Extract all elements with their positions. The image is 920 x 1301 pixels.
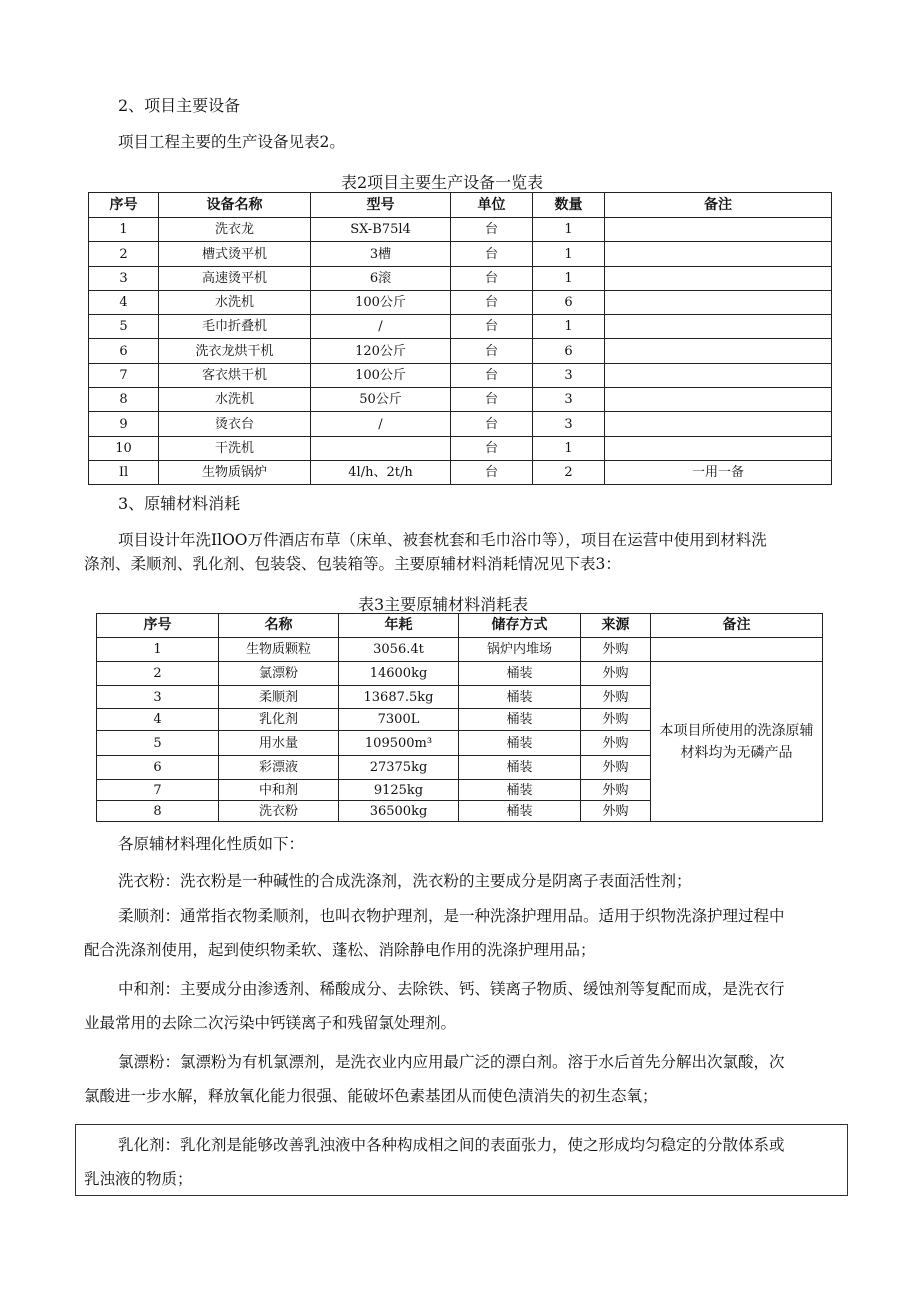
table-cell: SX-B75l4	[311, 218, 451, 242]
table-cell: 3	[533, 388, 605, 412]
table-cell: 3	[533, 364, 605, 388]
table-cell: 8	[97, 801, 219, 822]
table-cell: 1	[533, 315, 605, 339]
table-cell: 外购	[581, 662, 651, 686]
equipment-table	[88, 192, 832, 485]
table-cell: 桶装	[459, 662, 581, 686]
table-row	[89, 339, 832, 364]
table-cell: 水洗机	[159, 388, 311, 412]
table-cell: 台	[451, 437, 533, 461]
table-cell: 外购	[581, 709, 651, 731]
table-cell: 1	[97, 638, 219, 662]
section-heading-materials: 3、原辅材料消耗	[118, 494, 241, 513]
table-cell	[605, 364, 832, 388]
col-header: 序号	[89, 193, 159, 218]
table-cell: 7300L	[339, 709, 459, 731]
table-cell: 洗衣粉	[219, 801, 339, 822]
table-cell: 外购	[581, 638, 651, 662]
equipment-intro: 项目工程主要的生产设备见表2。	[118, 133, 345, 151]
table-cell: 外购	[581, 731, 651, 756]
table-row	[89, 437, 832, 461]
table-row	[89, 364, 832, 388]
table-cell: 柔顺剂	[219, 686, 339, 709]
table-cell: 外购	[581, 801, 651, 822]
property-neutralizer-line2: 业最常用的去除二次污染中钙镁离子和残留氯处理剂。	[84, 1014, 457, 1032]
table-cell: 1	[89, 218, 159, 242]
property-softener-line2: 配合洗涤剂使用，起到使织物柔软、蓬松、消除静电作用的洗涤护理用品；	[84, 941, 596, 959]
table-cell: 水洗机	[159, 291, 311, 315]
remark-cell	[651, 638, 823, 662]
table-cell: 8	[89, 388, 159, 412]
table-cell: 高速烫平机	[159, 267, 311, 291]
table-cell: 一用一备	[605, 461, 832, 485]
table-cell: 生物质颗粒	[219, 638, 339, 662]
table-cell: 6	[89, 339, 159, 364]
table-cell: 2	[89, 242, 159, 267]
table-cell: 毛巾折叠机	[159, 315, 311, 339]
table-header-row	[97, 614, 823, 638]
property-detergent: 洗衣粉：洗衣粉是一种碱性的合成洗涤剂，洗衣粉的主要成分是阴离子表面活性剂；	[118, 872, 692, 890]
table-cell: 10	[89, 437, 159, 461]
table-cell: 27375kg	[339, 756, 459, 780]
table-row	[89, 315, 832, 339]
table-cell: 外购	[581, 756, 651, 780]
table-cell: 6	[533, 339, 605, 364]
property-neutralizer-line1: 中和剂：主要成分由渗透剂、稀酸成分、去除铁、钙、镁离子物质、缓蚀剂等复配而成，是洗衣行	[118, 980, 785, 998]
materials-para-line2: 涤剂、柔顺剂、乳化剂、包装袋、包装箱等。主要原辅材料消耗情况见下表3：	[84, 555, 621, 573]
col-header: 来源	[581, 614, 651, 638]
table-cell: 1	[533, 437, 605, 461]
table-row	[97, 638, 823, 662]
table-cell: 客衣烘干机	[159, 364, 311, 388]
table-cell: 洗衣龙	[159, 218, 311, 242]
table-cell: 氯漂粉	[219, 662, 339, 686]
table-cell: 台	[451, 388, 533, 412]
table-cell: 生物质锅炉	[159, 461, 311, 485]
table-cell: 9125kg	[339, 780, 459, 801]
table-cell: 乳化剂	[219, 709, 339, 731]
table-cell	[605, 242, 832, 267]
property-emulsifier-line2: 乳浊液的物质；	[84, 1170, 193, 1188]
table-cell: 台	[451, 461, 533, 485]
table-cell	[605, 315, 832, 339]
col-header: 备注	[651, 614, 823, 638]
table-cell: 7	[97, 780, 219, 801]
table-cell: 7	[89, 364, 159, 388]
table-cell: 4	[89, 291, 159, 315]
table-cell: 桶装	[459, 731, 581, 756]
table-cell: 桶装	[459, 686, 581, 709]
table-cell: 槽式烫平机	[159, 242, 311, 267]
table-cell	[605, 218, 832, 242]
table-cell: Il	[89, 461, 159, 485]
table-cell: 9	[89, 412, 159, 437]
col-header: 设备名称	[159, 193, 311, 218]
col-header: 备注	[605, 193, 832, 218]
table-cell: 烫衣台	[159, 412, 311, 437]
table-cell: 台	[451, 339, 533, 364]
table-cell: 锅炉内堆场	[459, 638, 581, 662]
table-row	[89, 218, 832, 242]
table-cell: 台	[451, 315, 533, 339]
table-cell: 100公斤	[311, 291, 451, 315]
col-header: 名称	[219, 614, 339, 638]
materials-para-line1: 项目设计年洗IlOO万件酒店布草（床单、被套枕套和毛巾浴巾等），项目在运营中使用到材料洗	[118, 531, 767, 549]
table-cell: 1	[533, 242, 605, 267]
col-header: 年耗	[339, 614, 459, 638]
table-row	[89, 267, 832, 291]
table-cell: 中和剂	[219, 780, 339, 801]
table-cell: 彩漂液	[219, 756, 339, 780]
table-cell: 3	[97, 686, 219, 709]
table-cell: 台	[451, 218, 533, 242]
table-cell: 桶装	[459, 709, 581, 731]
table-cell: 3	[89, 267, 159, 291]
col-header: 储存方式	[459, 614, 581, 638]
table-cell: 桶装	[459, 780, 581, 801]
table-cell: 3	[533, 412, 605, 437]
table-cell	[605, 339, 832, 364]
property-chlorine-line1: 氯漂粉：氯漂粉为有机氯漂剂，是洗衣业内应用最广泛的漂白剂。溶于水后首先分解出次氯酸，次	[118, 1053, 785, 1071]
table-cell: 2	[97, 662, 219, 686]
property-softener-line1: 柔顺剂：通常指衣物柔顺剂，也叫衣物护理剂，是一种洗涤护理用品。适用于织物洗涤护理过程中	[118, 907, 785, 925]
remark-note: 本项目所使用的洗涤原辅材料均为无磷产品	[651, 662, 823, 822]
table-cell: 109500m³	[339, 731, 459, 756]
table-header-row	[89, 193, 832, 218]
table-cell: 3槽	[311, 242, 451, 267]
table-cell: /	[311, 315, 451, 339]
table-cell	[605, 267, 832, 291]
table-cell: 100公斤	[311, 364, 451, 388]
emulsifier-box	[75, 1124, 848, 1196]
properties-intro: 各原辅材料理化性质如下：	[118, 835, 305, 853]
table-cell: 36500kg	[339, 801, 459, 822]
table-cell: 50公斤	[311, 388, 451, 412]
table-cell: 台	[451, 242, 533, 267]
table-cell: 1	[533, 218, 605, 242]
table-cell	[605, 388, 832, 412]
table-cell: 桶装	[459, 801, 581, 822]
table-row	[89, 242, 832, 267]
table-cell: 台	[451, 267, 533, 291]
section-heading-equipment: 2、项目主要设备	[118, 96, 241, 115]
table-cell: 1	[533, 267, 605, 291]
table-cell: /	[311, 412, 451, 437]
table-cell: 3056.4t	[339, 638, 459, 662]
table-cell: 6滚	[311, 267, 451, 291]
property-emulsifier-line1: 乳化剂：乳化剂是能够改善乳浊液中各种构成相之间的表面张力，使之形成均匀稳定的分散体系或	[118, 1136, 785, 1154]
table-cell: 干洗机	[159, 437, 311, 461]
table-cell: 2	[533, 461, 605, 485]
table-cell: 洗衣龙烘干机	[159, 339, 311, 364]
table-cell: 13687.5kg	[339, 686, 459, 709]
table-cell	[311, 437, 451, 461]
table2-caption: 表2项目主要生产设备一览表	[341, 173, 544, 192]
col-header: 数量	[533, 193, 605, 218]
materials-table	[96, 613, 823, 822]
table-cell: 桶装	[459, 756, 581, 780]
table-cell: 外购	[581, 686, 651, 709]
table-row	[89, 461, 832, 485]
table-cell	[605, 437, 832, 461]
table-cell: 用水量	[219, 731, 339, 756]
col-header: 型号	[311, 193, 451, 218]
table-row	[89, 388, 832, 412]
table-cell: 6	[533, 291, 605, 315]
table-row	[89, 291, 832, 315]
table-cell: 5	[89, 315, 159, 339]
col-header: 单位	[451, 193, 533, 218]
table-cell: 4l/h、2t/h	[311, 461, 451, 485]
table-cell: 5	[97, 731, 219, 756]
table-cell: 120公斤	[311, 339, 451, 364]
col-header: 序号	[97, 614, 219, 638]
table3-caption: 表3主要原辅材料消耗表	[358, 595, 529, 614]
table-cell: 6	[97, 756, 219, 780]
table-cell	[605, 412, 832, 437]
table-cell: 台	[451, 364, 533, 388]
table-cell: 外购	[581, 780, 651, 801]
table-cell: 4	[97, 709, 219, 731]
table-row	[89, 412, 832, 437]
table-cell: 台	[451, 291, 533, 315]
table-cell: 台	[451, 412, 533, 437]
table-cell	[605, 291, 832, 315]
table-cell: 14600kg	[339, 662, 459, 686]
property-chlorine-line2: 氯酸进一步水解，释放氧化能力很强、能破坏色素基团从而使色渍消失的初生态氧；	[84, 1087, 658, 1105]
table-row	[97, 662, 823, 686]
